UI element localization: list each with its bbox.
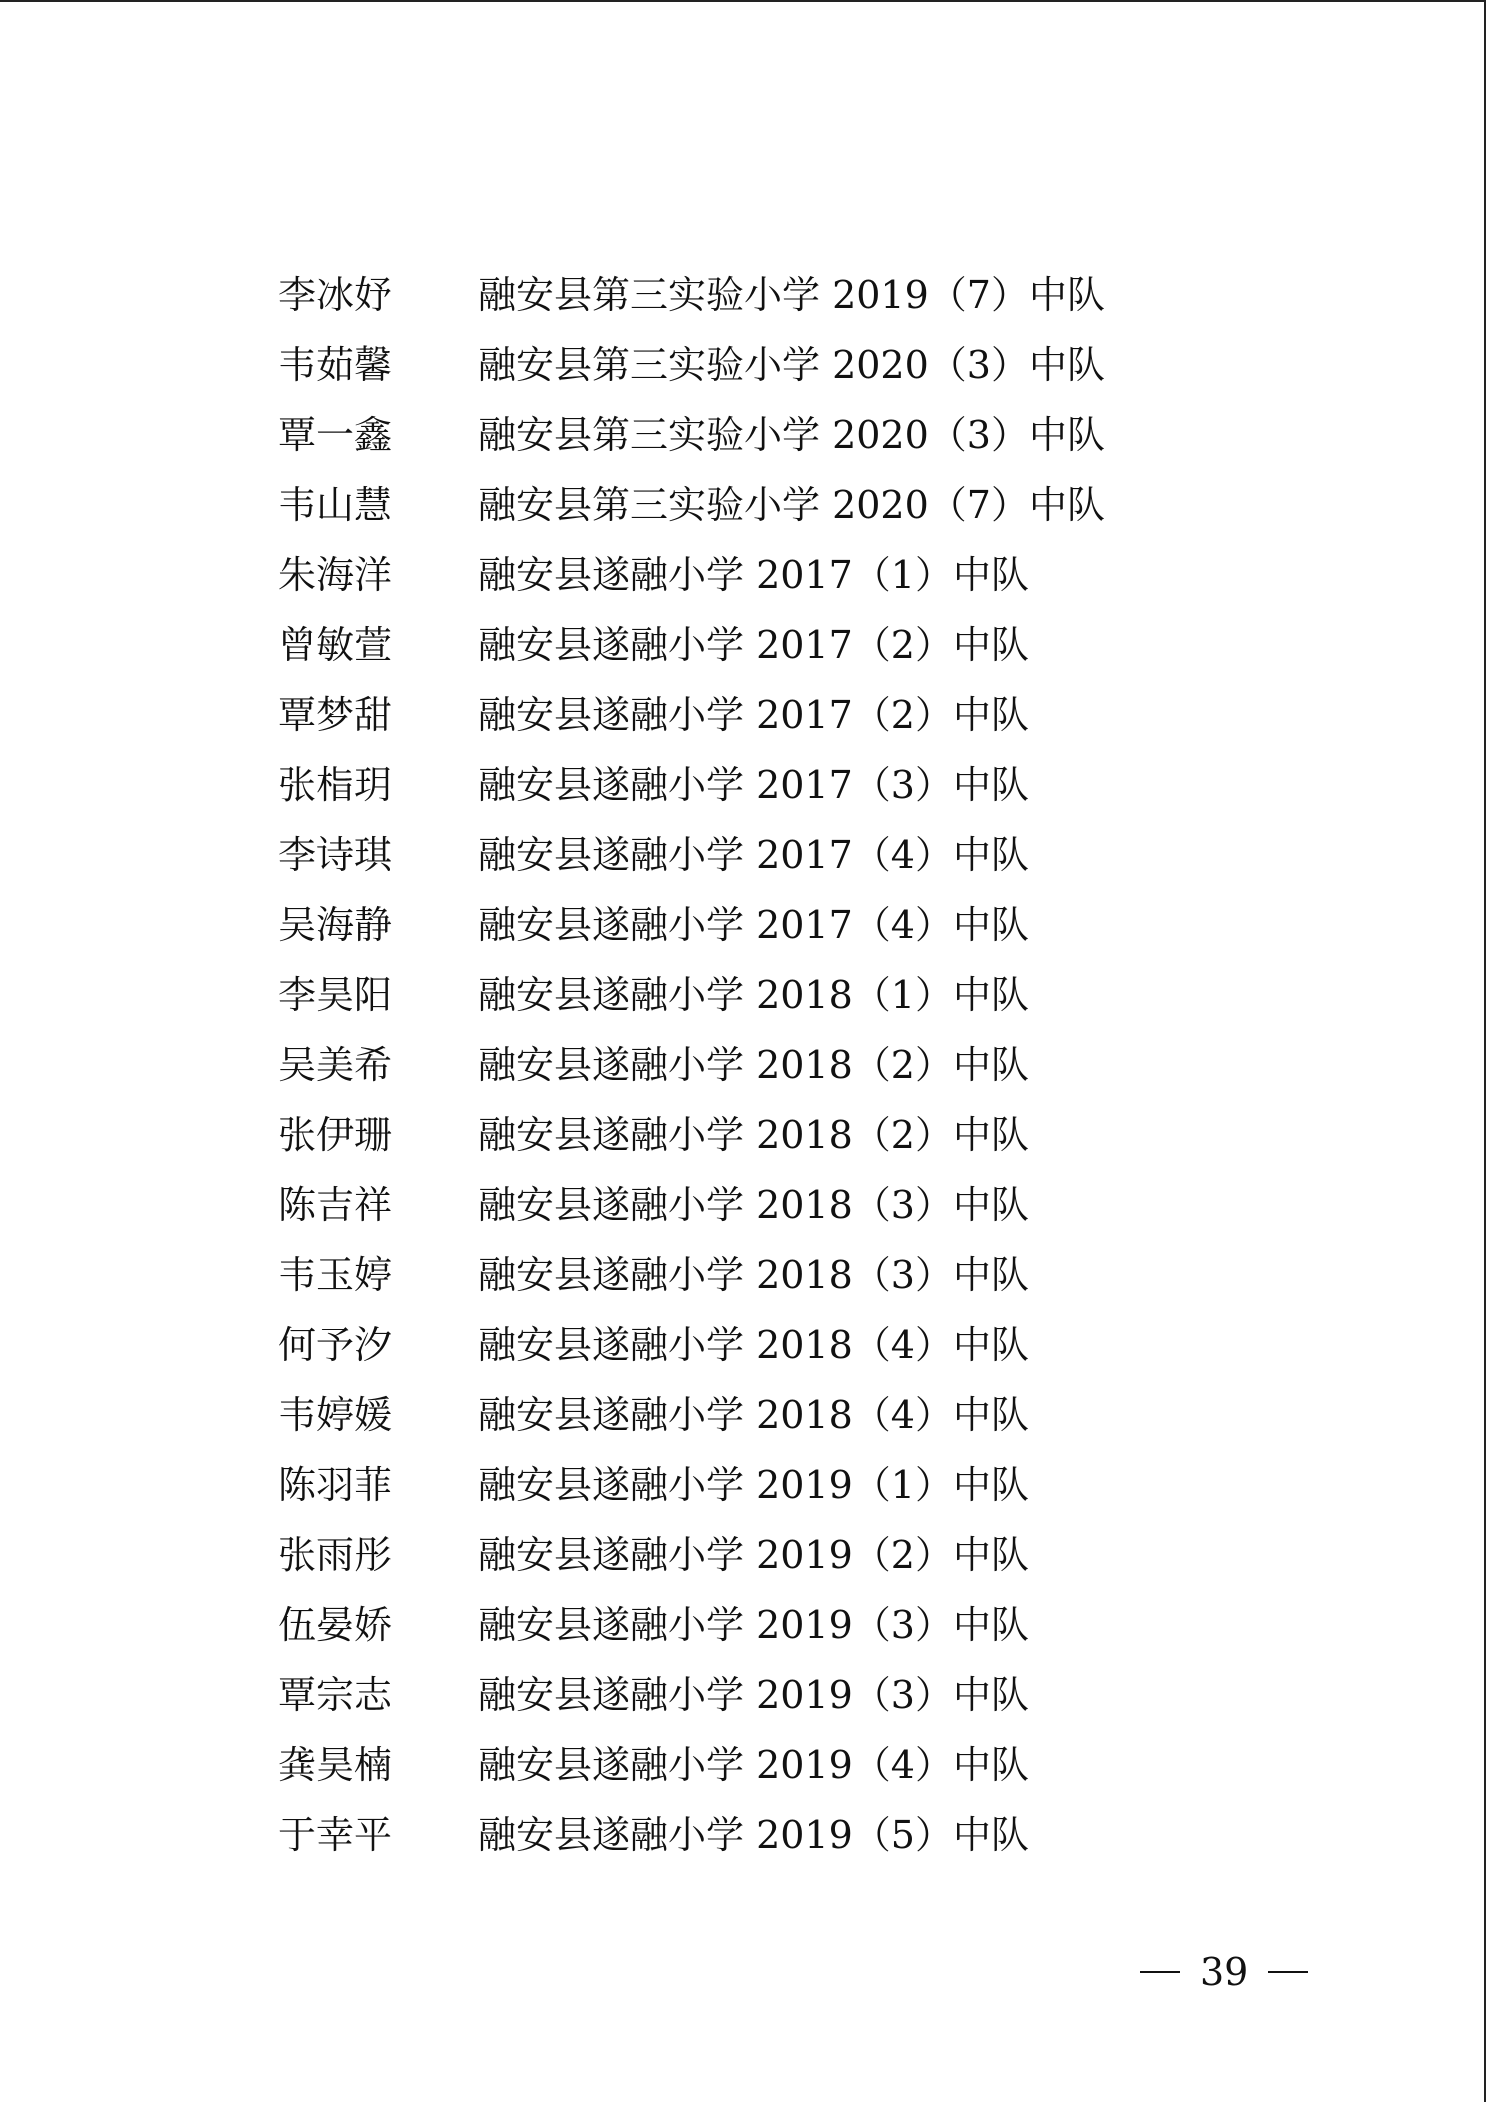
honoree-list <box>278 260 1105 1870</box>
list-item <box>278 1380 1105 1450</box>
list-item <box>278 470 1105 540</box>
footer-dash-right <box>1268 1971 1308 1973</box>
honoree-name: 张雨彤 <box>278 1533 393 1577</box>
honoree-name: 韦玉婷 <box>278 1253 393 1297</box>
honoree-unit: 融安县遂融小学 2019（1）中队 <box>478 1463 1029 1507</box>
list-item <box>278 330 1105 400</box>
honoree-unit: 融安县第三实验小学 2020（3）中队 <box>478 413 1105 457</box>
honoree-unit: 融安县第三实验小学 2020（3）中队 <box>478 343 1105 387</box>
list-item <box>278 400 1105 470</box>
list-item <box>278 1520 1105 1590</box>
honoree-unit: 融安县遂融小学 2019（3）中队 <box>478 1603 1029 1647</box>
honoree-unit: 融安县遂融小学 2018（2）中队 <box>478 1043 1029 1087</box>
honoree-name: 吴海静 <box>278 903 393 947</box>
honoree-name: 朱海洋 <box>278 553 393 597</box>
honoree-name: 曾敏萱 <box>278 623 393 667</box>
honoree-unit: 融安县遂融小学 2018（4）中队 <box>478 1323 1029 1367</box>
footer-dash-left <box>1140 1971 1180 1973</box>
honoree-name: 覃梦甜 <box>278 693 393 737</box>
honoree-unit: 融安县遂融小学 2018（3）中队 <box>478 1253 1029 1297</box>
honoree-name: 韦婷媛 <box>278 1393 393 1437</box>
honoree-unit: 融安县遂融小学 2019（5）中队 <box>478 1813 1029 1857</box>
honoree-name: 覃宗志 <box>278 1673 393 1717</box>
honoree-name: 覃一鑫 <box>278 413 393 457</box>
list-item <box>278 1660 1105 1730</box>
honoree-name: 李昊阳 <box>278 973 393 1017</box>
list-item <box>278 820 1105 890</box>
honoree-name: 李诗琪 <box>278 833 393 877</box>
list-item <box>278 1590 1105 1660</box>
honoree-name: 韦茹馨 <box>278 343 393 387</box>
honoree-unit: 融安县遂融小学 2019（3）中队 <box>478 1673 1029 1717</box>
list-item <box>278 750 1105 820</box>
honoree-name: 张伊珊 <box>278 1113 393 1157</box>
list-item <box>278 1170 1105 1240</box>
honoree-unit: 融安县遂融小学 2017（4）中队 <box>478 903 1029 947</box>
honoree-unit: 融安县遂融小学 2018（3）中队 <box>478 1183 1029 1227</box>
honoree-name: 吴美希 <box>278 1043 393 1087</box>
honoree-name: 张栺玥 <box>278 763 393 807</box>
honoree-unit: 融安县遂融小学 2018（1）中队 <box>478 973 1029 1017</box>
honoree-unit: 融安县遂融小学 2018（4）中队 <box>478 1393 1029 1437</box>
list-item <box>278 260 1105 330</box>
honoree-unit: 融安县遂融小学 2017（2）中队 <box>478 623 1029 667</box>
honoree-name: 韦山慧 <box>278 483 393 527</box>
honoree-unit: 融安县遂融小学 2019（4）中队 <box>478 1743 1029 1787</box>
list-item <box>278 1800 1105 1870</box>
list-item <box>278 540 1105 610</box>
honoree-unit: 融安县第三实验小学 2019（7）中队 <box>478 273 1105 317</box>
list-item <box>278 610 1105 680</box>
page-number: 39 <box>1200 1950 1249 1994</box>
honoree-unit: 融安县遂融小学 2019（2）中队 <box>478 1533 1029 1577</box>
honoree-unit: 融安县遂融小学 2017（1）中队 <box>478 553 1029 597</box>
honoree-name: 陈吉祥 <box>278 1183 393 1227</box>
page-footer <box>1140 1944 1308 2000</box>
honoree-name: 李冰妤 <box>278 273 393 317</box>
honoree-name: 陈羽菲 <box>278 1463 393 1507</box>
list-item <box>278 1730 1105 1800</box>
list-item <box>278 890 1105 960</box>
list-item <box>278 1100 1105 1170</box>
honoree-name: 于幸平 <box>278 1813 393 1857</box>
honoree-unit: 融安县遂融小学 2017（2）中队 <box>478 693 1029 737</box>
list-item <box>278 1310 1105 1380</box>
honoree-unit: 融安县第三实验小学 2020（7）中队 <box>478 483 1105 527</box>
list-item <box>278 1240 1105 1310</box>
list-item <box>278 1030 1105 1100</box>
honoree-unit: 融安县遂融小学 2017（3）中队 <box>478 763 1029 807</box>
list-item <box>278 960 1105 1030</box>
honoree-unit: 融安县遂融小学 2018（2）中队 <box>478 1113 1029 1157</box>
list-item <box>278 680 1105 750</box>
list-item <box>278 1450 1105 1520</box>
honoree-name: 何予汐 <box>278 1323 393 1367</box>
honoree-unit: 融安县遂融小学 2017（4）中队 <box>478 833 1029 877</box>
honoree-name: 龚昊楠 <box>278 1743 393 1787</box>
honoree-name: 伍晏娇 <box>278 1603 393 1647</box>
